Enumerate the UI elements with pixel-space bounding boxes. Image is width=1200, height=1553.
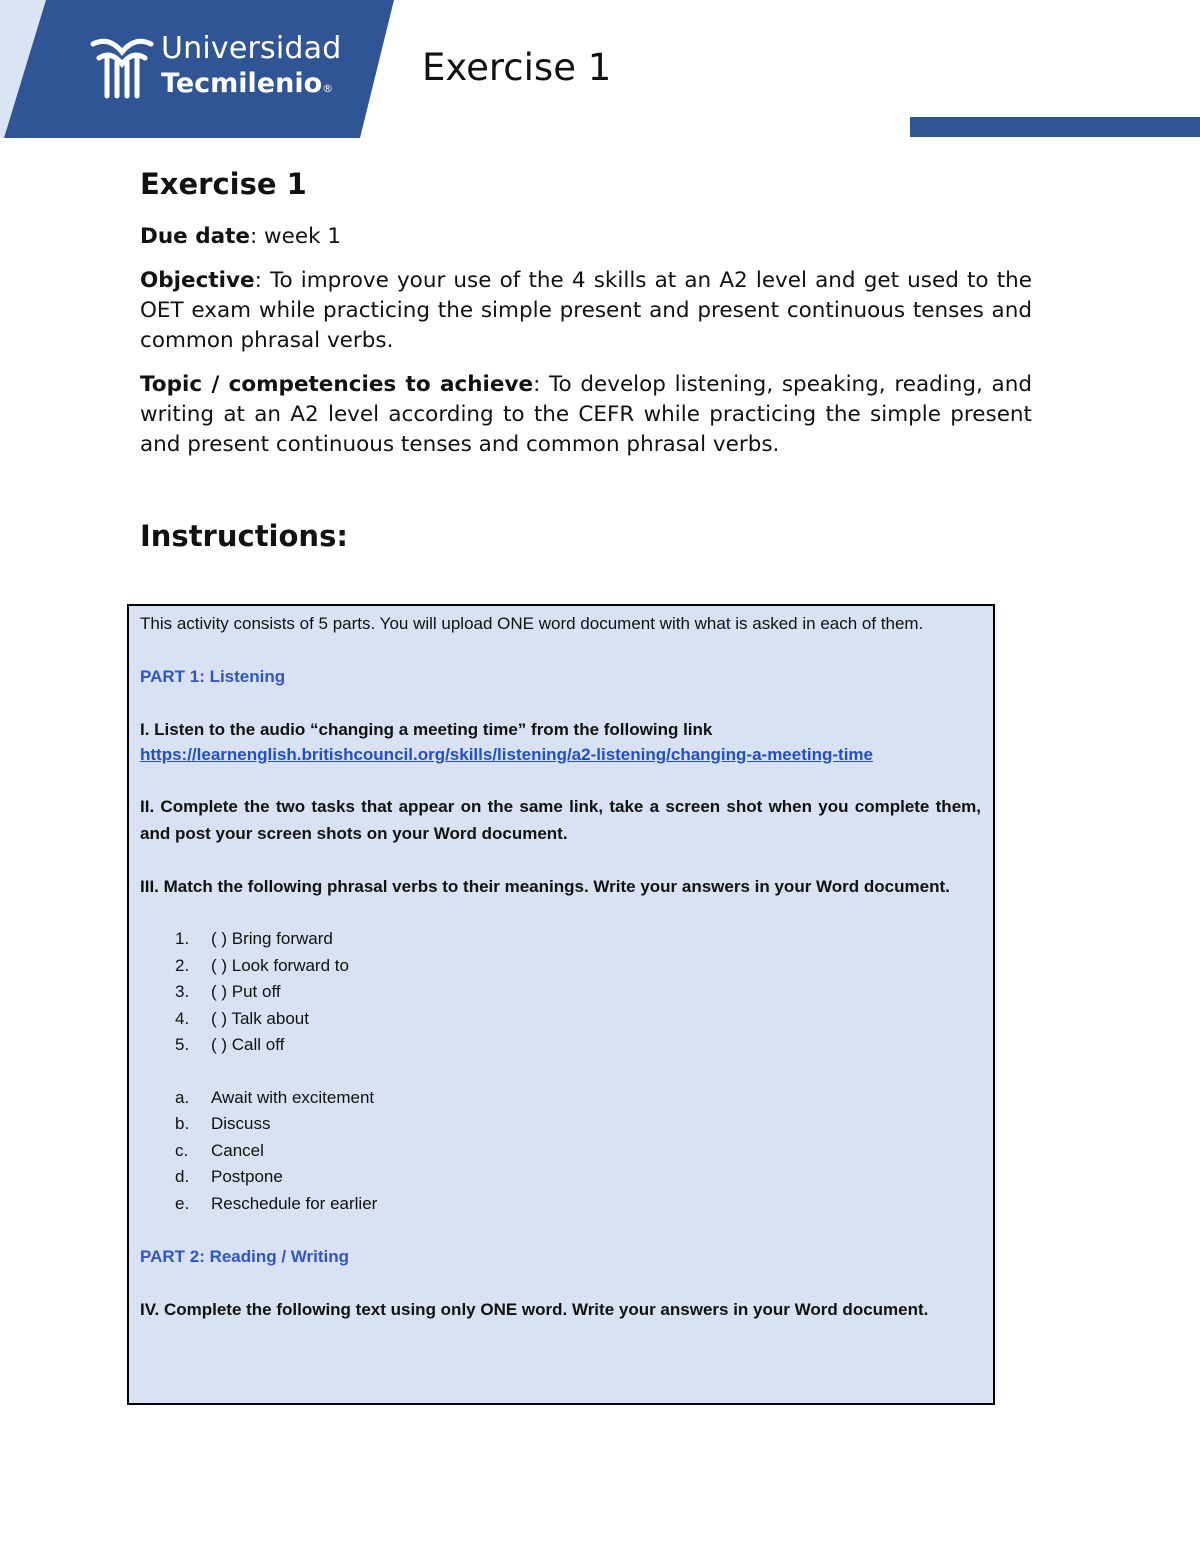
logo-line-tecmilenio-text: Tecmilenio bbox=[161, 68, 323, 99]
instructions-box bbox=[127, 604, 995, 1405]
instructions-heading: Instructions: bbox=[140, 518, 348, 553]
list-item bbox=[140, 953, 981, 980]
document-title: Exercise 1 bbox=[140, 167, 307, 201]
list-marker: e. bbox=[175, 1193, 190, 1213]
list-item bbox=[140, 926, 981, 953]
due-date-label: Due date bbox=[140, 223, 250, 249]
topic-paragraph bbox=[140, 370, 1032, 460]
list-item-text: ( ) Talk about bbox=[211, 1008, 309, 1028]
university-logo-text bbox=[161, 31, 342, 99]
list-item bbox=[140, 1032, 981, 1059]
meanings-list bbox=[140, 1085, 981, 1218]
logo-line-universidad: Universidad bbox=[161, 31, 342, 66]
phrasal-verbs-list bbox=[140, 926, 981, 1059]
list-item bbox=[140, 979, 981, 1006]
list-item bbox=[140, 1111, 981, 1138]
intro-text: This activity consists of 5 parts. You will upload ONE word document with what is asked in each of them. bbox=[140, 614, 924, 633]
due-date-value: : week 1 bbox=[249, 223, 342, 249]
due-date-line bbox=[140, 222, 1032, 252]
step1-text: I. Listen to the audio “changing a meeting time” from the following link bbox=[140, 720, 713, 739]
list-item-text: Discuss bbox=[211, 1114, 271, 1133]
part1-heading: PART 1: Listening bbox=[140, 667, 286, 686]
list-item bbox=[140, 1006, 981, 1033]
step3-text: III. Match the following phrasal verbs to their meanings. Write your answers in your Word document. bbox=[140, 877, 950, 896]
list-item-text: ( ) Look forward to bbox=[211, 955, 349, 975]
step2-text: II. Complete the two tasks that appear on the same link, take a screen shot when you complete them, and post your screen shots on your Word document. bbox=[140, 797, 981, 843]
logo-line-tecmilenio bbox=[161, 70, 342, 97]
document-body bbox=[140, 166, 1032, 555]
list-marker: b. bbox=[175, 1114, 190, 1133]
list-marker: 3. bbox=[175, 982, 190, 1001]
tecmilenio-logo-icon bbox=[89, 32, 155, 100]
header-accent-bar bbox=[910, 117, 1200, 137]
list-item-text: ( ) Put off bbox=[211, 982, 281, 1001]
list-item bbox=[140, 1164, 981, 1191]
list-marker: a. bbox=[175, 1087, 190, 1107]
list-item bbox=[140, 1191, 981, 1218]
part2-heading: PART 2: Reading / Writing bbox=[140, 1247, 350, 1266]
objective-text: : To improve your use of the 4 skills at an A2 level and get used to the OET exam while practicing the simple present and present continuous tenses and common phrasal verbs. bbox=[140, 267, 1032, 353]
objective-label: Objective bbox=[140, 267, 255, 293]
topic-label: Topic / competencies to achieve bbox=[140, 371, 534, 397]
list-marker: 1. bbox=[175, 929, 190, 948]
list-item-text: ( ) Call off bbox=[211, 1035, 285, 1054]
list-marker: c. bbox=[175, 1140, 189, 1160]
list-marker: 4. bbox=[175, 1008, 190, 1028]
list-item-text: Await with excitement bbox=[211, 1087, 375, 1107]
list-item-text: Postpone bbox=[211, 1167, 283, 1186]
topic-text: : To develop listening, speaking, reading, and writing at an A2 level according to the CEFR while practicing the simple present and present continuous tenses and common phrasal verbs. bbox=[140, 371, 1032, 457]
header-title: Exercise 1 bbox=[422, 46, 612, 89]
listening-activity-link[interactable]: https://learnenglish.britishcouncil.org/skills/listening/a2-listening/changing-a-meeting-time bbox=[140, 745, 873, 764]
list-marker: 2. bbox=[175, 955, 190, 975]
list-item bbox=[140, 1085, 981, 1112]
list-item-text: Cancel bbox=[211, 1140, 264, 1160]
list-item-text: ( ) Bring forward bbox=[211, 929, 333, 948]
objective-paragraph bbox=[140, 266, 1032, 356]
step4-text: IV. Complete the following text using only ONE word. Write your answers in your Word document. bbox=[140, 1300, 929, 1319]
list-marker: d. bbox=[175, 1167, 190, 1186]
registered-mark: ® bbox=[322, 82, 334, 95]
list-item-text: Reschedule for earlier bbox=[211, 1193, 378, 1213]
instructions-content bbox=[140, 610, 981, 1323]
list-marker: 5. bbox=[175, 1035, 190, 1054]
list-item bbox=[140, 1138, 981, 1165]
